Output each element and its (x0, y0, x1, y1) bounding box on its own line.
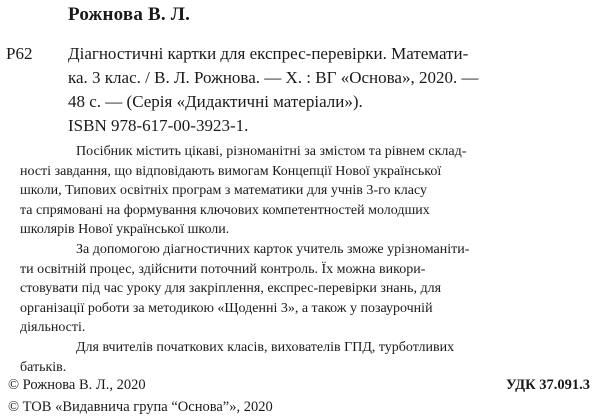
copyright-line: © Рожнова В. Л., 2020 (8, 377, 146, 393)
annotation-line: батьків. (20, 359, 67, 375)
annotation-line: За допомогою діагностичних карток учитель зможе урізноманіти- (76, 241, 470, 257)
copyright-block (8, 374, 273, 418)
annotation-line: Посібник містить цікаві, різноманітні за змістом та рівнем склад- (76, 144, 467, 159)
annotation-line: ти освітній процес, здійснити поточний контроль. Їх можна викори- (20, 261, 426, 277)
entry-line: 48 с. — (Серія «Дидактичні матеріали»). (68, 92, 363, 111)
annotation-line: школи, Типових освітніх програм з математики для учнів 3-го класу (20, 183, 427, 199)
annotation-line: та спрямовані на формування ключових компетентностей молодших (20, 202, 430, 218)
annotation-line: школярів Нової української школи. (20, 222, 230, 238)
entry-line: ка. 3 клас. / В. Л. Рожнова. — Х. : ВГ «Основа», 2020. — (68, 68, 479, 87)
annotation-line: Для вчителів початкових класів, вихователів ГПД, турботливих (76, 339, 455, 355)
copyright-line: © ТОВ «Видавнича група “Основа”», 2020 (8, 399, 273, 415)
classification-code: Р62 (6, 44, 33, 63)
udk-code: УДК 37.091.3 (505, 377, 590, 393)
annotation-line: стовувати під час уроку для закріплення, експрес-перевірки знань, для (20, 281, 442, 297)
isbn: ISBN 978-617-00-3923-1. (68, 116, 249, 135)
annotation-line: ності завдання, що відповідають вимогам Концепції Нової української (20, 163, 442, 179)
annotation-line: діяльності. (20, 320, 86, 336)
bibliographic-entry (68, 42, 590, 114)
author-heading: Рожнова В. Л. (68, 4, 191, 25)
annotation-line: організації роботи за методикою «Щоденні 3», а також у позаурочній (20, 300, 433, 316)
annotation (20, 142, 590, 377)
entry-line: Діагностичні картки для експрес-перевірки. Математи- (68, 44, 469, 63)
